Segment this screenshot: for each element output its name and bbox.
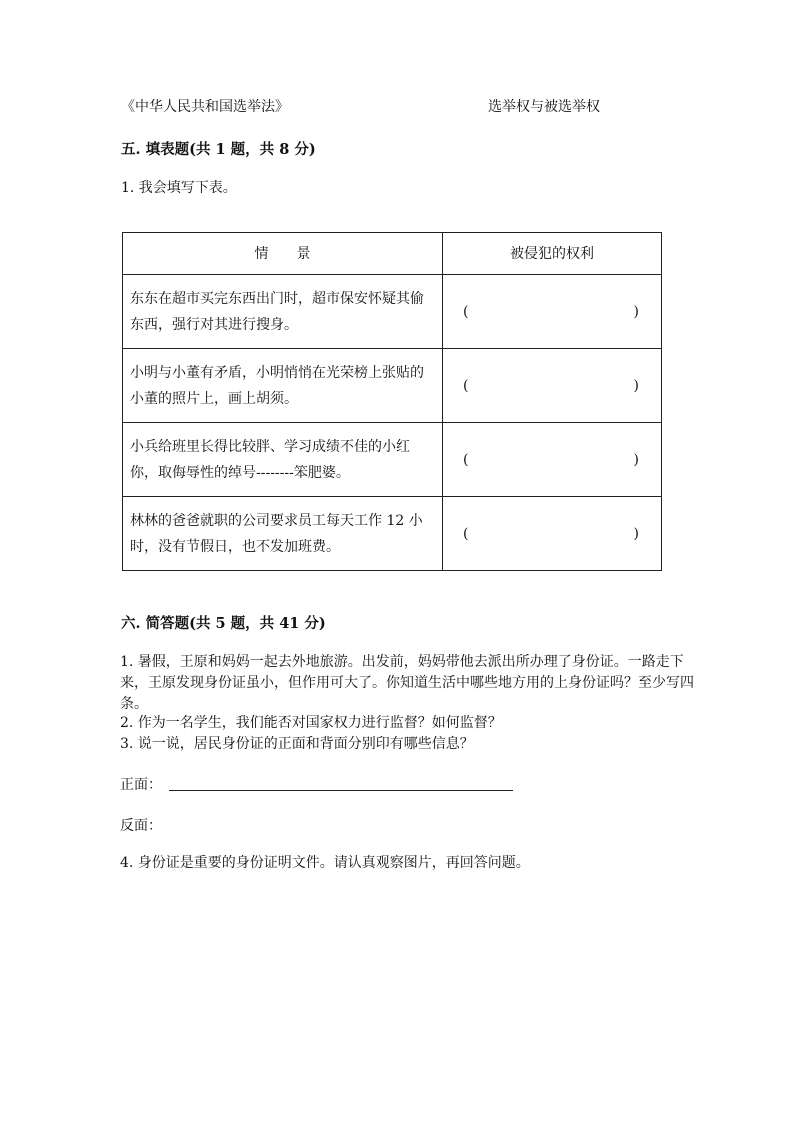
close-paren: ) [633, 377, 639, 394]
question-4: 4. 身份证是重要的身份证明文件。请认真观察图片，再回答问题。 [120, 855, 530, 871]
scene-cell: 林林的爸爸就职的公司要求员工每天工作 12 小时，没有节假日，也不发加班费。 [123, 497, 443, 571]
law-name: 《中华人民共和国选举法》 [121, 99, 289, 115]
scene-cell: 小兵给班里长得比较胖、学习成绩不佳的小红你，取侮辱性的绰号--------笨肥婆。 [123, 423, 443, 497]
column-header-right: 被侵犯的权利 [443, 233, 662, 275]
close-paren: ) [633, 451, 639, 468]
rights-table [122, 232, 662, 571]
table-row [123, 275, 662, 349]
open-paren: ( [463, 303, 469, 320]
answer-cell[interactable] [443, 423, 662, 497]
question-3: 3. 说一说，居民身份证的正面和背面分别印有哪些信息？ [120, 736, 474, 752]
table-row [123, 423, 662, 497]
answer-cell[interactable] [443, 275, 662, 349]
scene-cell: 小明与小董有矛盾，小明悄悄在光荣榜上张贴的小董的照片上，画上胡须。 [123, 349, 443, 423]
law-right: 选举权与被选举权 [488, 99, 600, 115]
question-1: 1. 暑假，王原和妈妈一起去外地旅游。出发前，妈妈带他去派出所办理了身份证。一路走下来，王原发现身份证虽小，但作用可大了。你知道生活中哪些地方用的上身份证吗？至少写四条。 [120, 654, 694, 712]
open-paren: ( [463, 451, 469, 468]
close-paren: ) [633, 525, 639, 542]
section5-title: 五. 填表题(共 1 题，共 8 分) [121, 141, 316, 158]
table-row [123, 349, 662, 423]
front-answer-line[interactable] [169, 790, 513, 791]
table-header-row [123, 233, 662, 275]
open-paren: ( [463, 525, 469, 542]
answer-cell[interactable] [443, 497, 662, 571]
open-paren: ( [463, 377, 469, 394]
section6-title: 六. 简答题(共 5 题，共 41 分) [121, 615, 326, 632]
column-header-scene: 情 景 [123, 233, 443, 275]
fill-table-question: 1. 我会填写下表。 [121, 180, 237, 196]
back-label: 反面： [120, 818, 162, 834]
scene-cell: 东东在超市买完东西出门时，超市保安怀疑其偷东西，强行对其进行搜身。 [123, 275, 443, 349]
close-paren: ) [633, 303, 639, 320]
answer-cell[interactable] [443, 349, 662, 423]
table-row [123, 497, 662, 571]
question-2: 2. 作为一名学生，我们能否对国家权力进行监督？如何监督？ [120, 715, 502, 731]
front-label: 正面： [120, 777, 162, 793]
